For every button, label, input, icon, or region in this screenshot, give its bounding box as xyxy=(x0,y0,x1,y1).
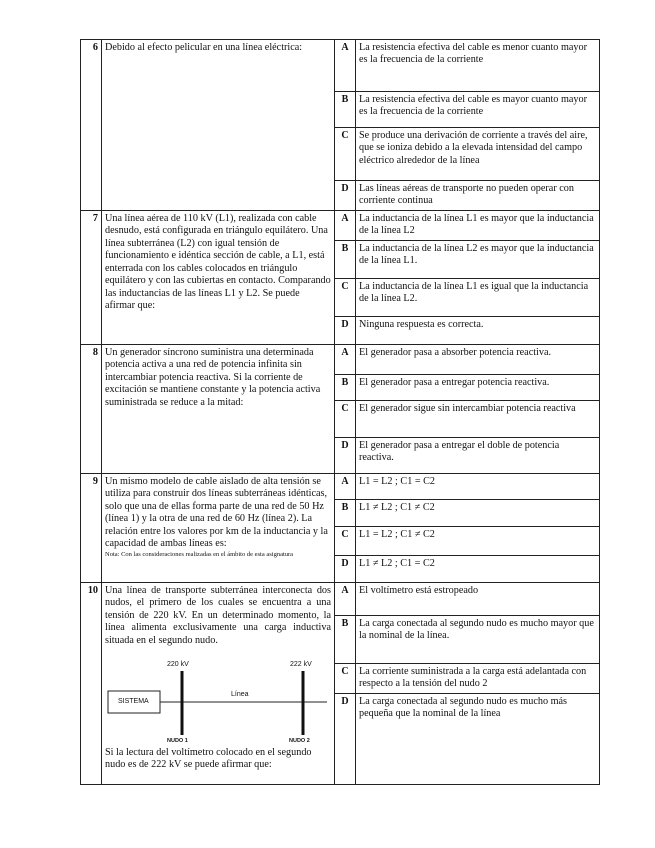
question-number: 9 xyxy=(81,473,102,582)
option-a[interactable]: La resistencia efectiva del cable es menor cuanto mayor es la frecuencia de la corriente xyxy=(356,40,600,92)
option-b[interactable]: La carga conectada al segundo nudo es mucho mayor que la nominal de la línea. xyxy=(356,615,600,663)
option-c[interactable]: La corriente suministrada a la carga está adelantada con respecto a la tensión del nudo 2 xyxy=(356,663,600,693)
option-d[interactable]: L1 ≠ L2 ; C1 = C2 xyxy=(356,555,600,582)
option-d[interactable]: Ninguna respuesta es correcta. xyxy=(356,316,600,344)
circuit-diagram xyxy=(105,661,331,747)
option-letter: D xyxy=(335,437,356,473)
option-letter: C xyxy=(335,663,356,693)
exam-table xyxy=(80,39,600,785)
question-8-row-a xyxy=(81,344,600,374)
question-number: 7 xyxy=(81,210,102,344)
question-number: 10 xyxy=(81,582,102,784)
option-letter: D xyxy=(335,181,356,211)
option-letter: A xyxy=(335,40,356,92)
option-b[interactable]: L1 ≠ L2 ; C1 ≠ C2 xyxy=(356,499,600,526)
question-text-after: Si la lectura del voltímetro colocado en el segundo nudo es de 222 kV se puede afirmar que: xyxy=(105,746,312,771)
line-label: Línea xyxy=(231,690,249,698)
option-letter: A xyxy=(335,344,356,374)
question-number: 6 xyxy=(81,40,102,211)
system-label: SISTEMA xyxy=(118,697,149,705)
option-letter: B xyxy=(335,499,356,526)
option-letter: C xyxy=(335,128,356,181)
option-c[interactable]: La inductancia de la línea L1 es igual que la inductancia de la línea L2. xyxy=(356,278,600,316)
question-cell xyxy=(102,473,335,582)
option-letter: A xyxy=(335,582,356,615)
question-text: Un mismo modelo de cable aislado de alta tensión se utiliza para construir dos líneas subterráneas idénticas, solo que una de ellas forma parte de una red de 50 Hz (línea 1) y la otra de una red de 60 Hz (línea 2). La relación entre los valores por km de la inductancia y la capacidad de ambas líneas es: xyxy=(105,475,328,549)
question-text: Una línea aérea de 110 kV (L1), realizada con cable desnudo, está configurada en triángulo equilátero. Una línea subterránea (L2) con igual tensión de funcionamiento e idéntica sección de cable, a L1, está enterrada con los cables colocados en triángulo equilátero y con las cubiertas en contacto. Comparando las inductancias de las líneas L1 y L2. Se puede afirmar que: xyxy=(102,210,335,344)
option-letter: B xyxy=(335,615,356,663)
option-letter: C xyxy=(335,278,356,316)
question-6-row-a xyxy=(81,40,600,92)
node-2-label: NUDO 2 xyxy=(289,737,310,744)
question-text: Debido al efecto pelicular en una línea eléctrica: xyxy=(102,40,335,211)
option-a[interactable]: L1 = L2 ; C1 = C2 xyxy=(356,473,600,499)
option-d[interactable]: Las líneas aéreas de transporte no pueden operar con corriente continua xyxy=(356,181,600,211)
option-c[interactable]: L1 = L2 ; C1 ≠ C2 xyxy=(356,526,600,555)
option-d[interactable]: La carga conectada al segundo nudo es mucho más pequeña que la nominal de la línea xyxy=(356,693,600,784)
option-letter: D xyxy=(335,693,356,784)
option-letter: B xyxy=(335,92,356,128)
option-a[interactable]: El voltímetro está estropeado xyxy=(356,582,600,615)
node-2-voltage: 222 kV xyxy=(290,660,312,668)
option-letter: C xyxy=(335,400,356,437)
question-text: Un generador síncrono suministra una determinada potencia activa a una red de potencia infinita sin intercambiar potencia reactiva. Si la corriente de excitación se mantiene constante y la potencia activa suministrada se reduce a la mitad: xyxy=(102,344,335,473)
question-9-row-a xyxy=(81,473,600,499)
option-letter: D xyxy=(335,555,356,582)
option-b[interactable]: El generador pasa a entregar potencia reactiva. xyxy=(356,374,600,400)
option-c[interactable]: El generador sigue sin intercambiar potencia reactiva xyxy=(356,400,600,437)
option-letter: C xyxy=(335,526,356,555)
question-cell xyxy=(102,582,335,784)
option-a[interactable]: La inductancia de la línea L1 es mayor que la inductancia de la línea L2 xyxy=(356,210,600,240)
question-number: 8 xyxy=(81,344,102,473)
node-1-label: NUDO 1 xyxy=(167,737,188,744)
option-letter: B xyxy=(335,240,356,278)
option-letter: B xyxy=(335,374,356,400)
option-letter: D xyxy=(335,316,356,344)
question-text: Una línea de transporte subterránea interconecta dos nudos, el primero de los cuales se encuentra a una tensión de 220 kV. En un determinado momento, la línea alimenta exclusivamente una carga inductiva situada en el segundo nudo. xyxy=(105,584,331,646)
option-b[interactable]: La resistencia efectiva del cable es mayor cuanto mayor es la frecuencia de la corriente xyxy=(356,92,600,128)
question-10-row-a xyxy=(81,582,600,615)
option-a[interactable]: El generador pasa a absorber potencia reactiva. xyxy=(356,344,600,374)
option-c[interactable]: Se produce una derivación de corriente a través del aire, que se ioniza debido a la elevada intensidad del campo eléctrico alrededor de la línea xyxy=(356,128,600,181)
node-1-voltage: 220 kV xyxy=(167,660,189,668)
question-note: Nota: Con las consideraciones realizadas en el ámbito de esta asignatura xyxy=(105,551,294,559)
option-letter: A xyxy=(335,210,356,240)
option-d[interactable]: El generador pasa a entregar el doble de potencia reactiva. xyxy=(356,437,600,473)
question-7-row-a xyxy=(81,210,600,240)
option-b[interactable]: La inductancia de la línea L2 es mayor que la inductancia de la línea L1. xyxy=(356,240,600,278)
option-letter: A xyxy=(335,473,356,499)
